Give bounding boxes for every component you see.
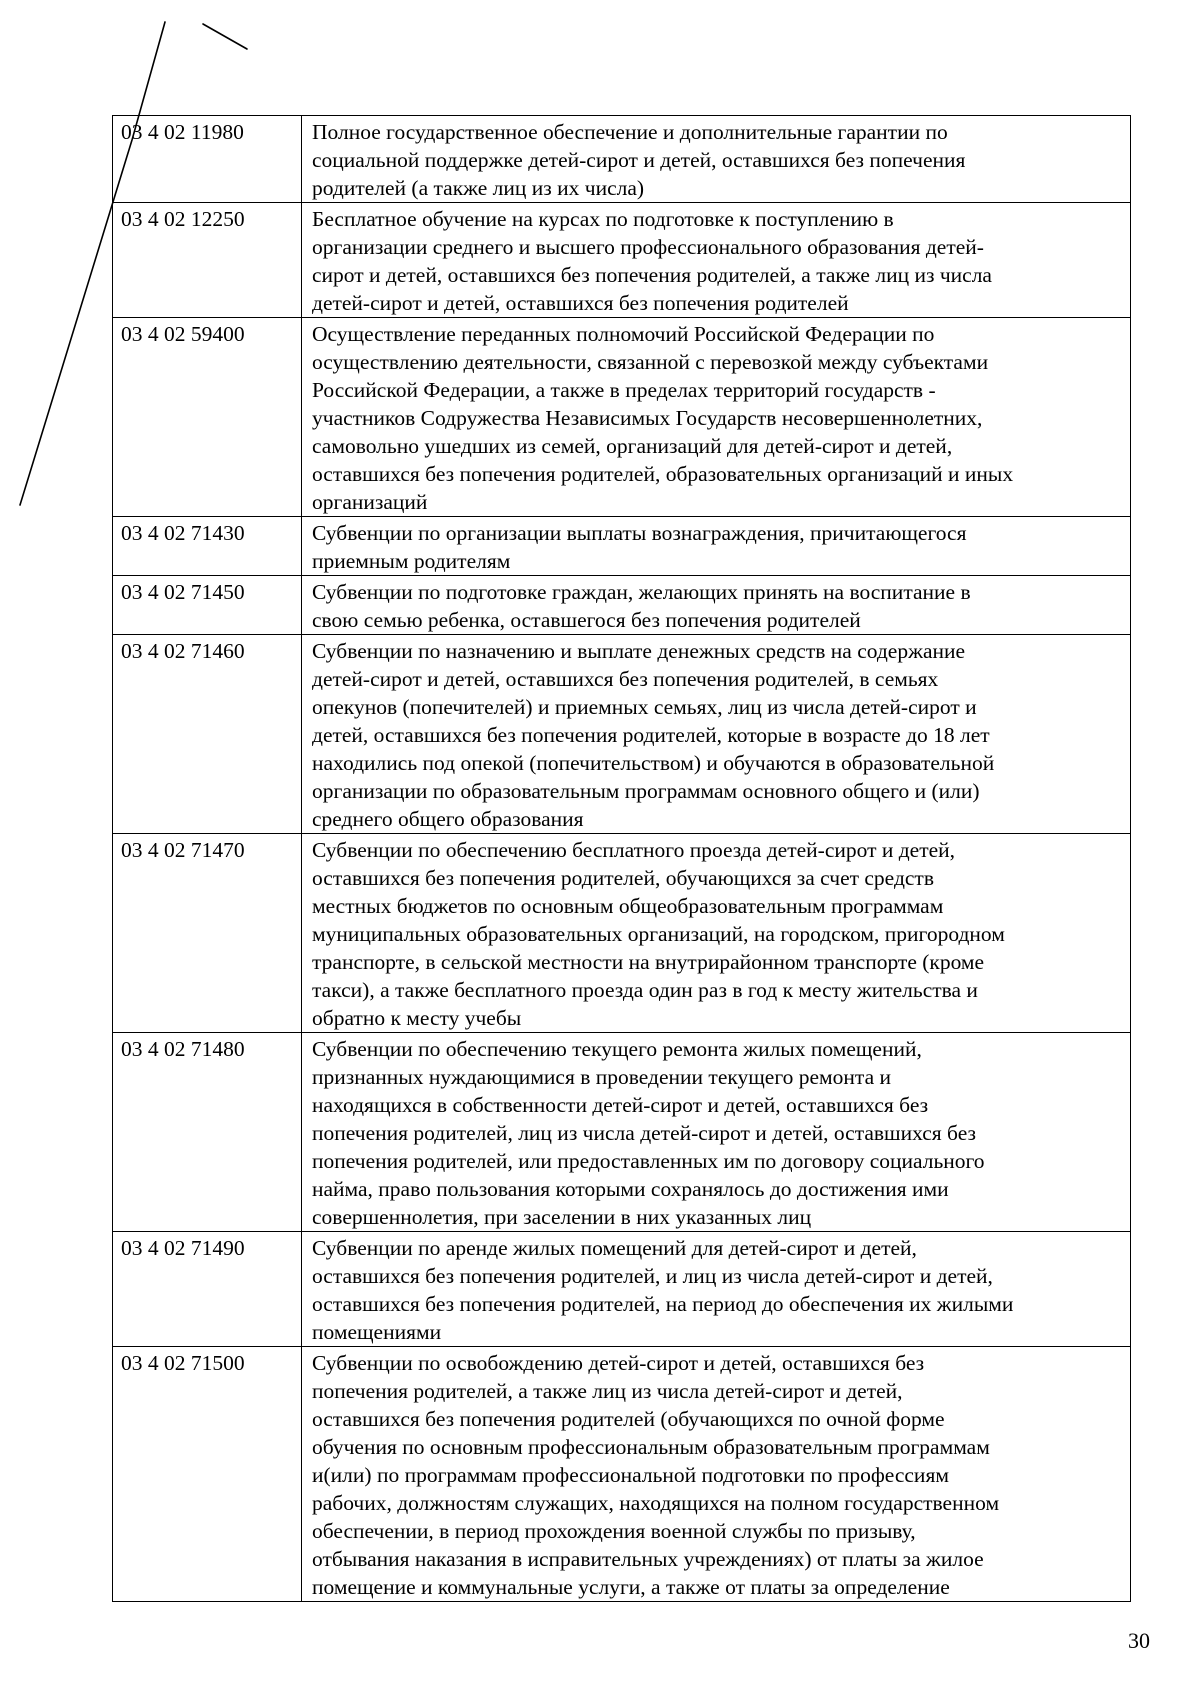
description-line: Российской Федерации, а также в пределах территорий государств - (312, 378, 936, 402)
description-cell (302, 1232, 1131, 1347)
description-line: детей-сирот и детей, оставшихся без попечения родителей, в семьях (312, 667, 939, 691)
description-line: оставшихся без попечения родителей, обучающихся за счет средств (312, 866, 934, 890)
table-row (113, 1347, 1131, 1602)
description-line: попечения родителей, а также лиц из числа детей-сирот и детей, (312, 1379, 903, 1403)
table-row (113, 635, 1131, 834)
description-line: оставшихся без попечения родителей, и лиц из числа детей-сирот и детей, (312, 1264, 993, 1288)
description-line: Полное государственное обеспечение и дополнительные гарантии по (312, 120, 948, 144)
budget-code-cell: 03 4 02 71460 (113, 635, 302, 834)
budget-code-cell: 03 4 02 11980 (113, 116, 302, 203)
description-line: свою семью ребенка, оставшегося без попечения родителей (312, 608, 861, 632)
description-line: Субвенции по обеспечению текущего ремонта жилых помещений, (312, 1037, 922, 1061)
description-line: среднего общего образования (312, 807, 584, 831)
description-line: местных бюджетов по основным общеобразовательным программам (312, 894, 944, 918)
table-row (113, 318, 1131, 517)
description-line: самовольно ушедших из семей, организаций для детей-сирот и детей, (312, 434, 953, 458)
description-line: организаций (312, 490, 428, 514)
description-line: родителей (а также лиц из их числа) (312, 176, 645, 200)
description-line: Бесплатное обучение на курсах по подготовке к поступлению в (312, 207, 894, 231)
description-line: сирот и детей, оставшихся без попечения родителей, а также лиц из числа (312, 263, 992, 287)
description-cell (302, 1347, 1131, 1602)
table-row (113, 1033, 1131, 1232)
budget-code-cell: 03 4 02 71490 (113, 1232, 302, 1347)
description-cell (302, 116, 1131, 203)
description-line: осуществлению деятельности, связанной с перевозкой между субъектами (312, 350, 989, 374)
description-line: оставшихся без попечения родителей, образовательных организаций и иных (312, 462, 1014, 486)
table-row (113, 116, 1131, 203)
description-line: признанных нуждающимися в проведении текущего ремонта и (312, 1065, 891, 1089)
description-cell (302, 635, 1131, 834)
table-body (113, 116, 1131, 1602)
description-line: детей, оставшихся без попечения родителей, которые в возрасте до 18 лет (312, 723, 990, 747)
description-line: организации среднего и высшего профессионального образования детей- (312, 235, 984, 259)
description-line: Субвенции по организации выплаты вознаграждения, причитающегося (312, 521, 967, 545)
description-line: помещениями (312, 1320, 442, 1344)
budget-code-cell: 03 4 02 12250 (113, 203, 302, 318)
description-line: обучения по основным профессиональным образовательным программам (312, 1435, 990, 1459)
description-line: отбывания наказания в исправительных учреждениях) от платы за жилое (312, 1547, 984, 1571)
description-line: находящихся в собственности детей-сирот и детей, оставшихся без (312, 1093, 929, 1117)
table-row (113, 517, 1131, 576)
budget-code-cell: 03 4 02 71470 (113, 834, 302, 1033)
table-row (113, 834, 1131, 1033)
description-line: Осуществление переданных полномочий Российской Федерации по (312, 322, 935, 346)
description-cell (302, 203, 1131, 318)
description-line: муниципальных образовательных организаций, на городском, пригородном (312, 922, 1005, 946)
description-line: оставшихся без попечения родителей, на период до обеспечения их жилыми (312, 1292, 1014, 1316)
description-cell (302, 318, 1131, 517)
table-row (113, 1232, 1131, 1347)
description-line: попечения родителей, лиц из числа детей-сирот и детей, оставшихся без (312, 1121, 977, 1145)
description-line: Субвенции по обеспечению бесплатного проезда детей-сирот и детей, (312, 838, 956, 862)
description-line: попечения родителей, или предоставленных им по договору социального (312, 1149, 985, 1173)
description-line: находились под опекой (попечительством) и обучаются в образовательной (312, 751, 995, 775)
budget-code-cell: 03 4 02 71480 (113, 1033, 302, 1232)
description-cell (302, 1033, 1131, 1232)
budget-code-cell: 03 4 02 71500 (113, 1347, 302, 1602)
description-line: и(или) по программам профессиональной подготовки по профессиям (312, 1463, 949, 1487)
budget-code-cell: 03 4 02 71450 (113, 576, 302, 635)
description-line: транспорте, в сельской местности на внутрирайонном транспорте (кроме (312, 950, 985, 974)
description-line: помещение и коммунальные услуги, а также от платы за определение (312, 1575, 950, 1599)
description-line: обратно к месту учебы (312, 1006, 522, 1030)
description-line: обеспечении, в период прохождения военной службы по призыву, (312, 1519, 916, 1543)
description-line: найма, право пользования которыми сохранялось до достижения ими (312, 1177, 949, 1201)
description-line: рабочих, должностям служащих, находящихся на полном государственном (312, 1491, 1000, 1515)
description-line: Субвенции по подготовке граждан, желающих принять на воспитание в (312, 580, 971, 604)
table-row (113, 203, 1131, 318)
description-line: Субвенции по назначению и выплате денежных средств на содержание (312, 639, 966, 663)
description-line: оставшихся без попечения родителей (обучающихся по очной форме (312, 1407, 945, 1431)
description-line: такси), а также бесплатного проезда один раз в год к месту жительства и (312, 978, 978, 1002)
table-row (113, 576, 1131, 635)
description-line: приемным родителям (312, 549, 511, 573)
description-line: организации по образовательным программам основного общего и (или) (312, 779, 980, 803)
description-line: опекунов (попечителей) и приемных семьях, лиц из числа детей-сирот и (312, 695, 977, 719)
description-line: совершеннолетия, при заселении в них указанных лиц (312, 1205, 812, 1229)
description-line: детей-сирот и детей, оставшихся без попечения родителей (312, 291, 849, 315)
description-cell (302, 517, 1131, 576)
page-number: 30 (1128, 1628, 1150, 1653)
description-cell (302, 834, 1131, 1033)
description-line: Субвенции по освобождению детей-сирот и детей, оставшихся без (312, 1351, 925, 1375)
budget-code-cell: 03 4 02 59400 (113, 318, 302, 517)
budget-code-cell: 03 4 02 71430 (113, 517, 302, 576)
description-line: участников Содружества Независимых Государств несовершеннолетних, (312, 406, 983, 430)
budget-codes-table (112, 115, 1131, 1602)
description-line: Субвенции по аренде жилых помещений для детей-сирот и детей, (312, 1236, 917, 1260)
description-cell (302, 576, 1131, 635)
description-line: социальной поддержке детей-сирот и детей, оставшихся без попечения (312, 148, 966, 172)
